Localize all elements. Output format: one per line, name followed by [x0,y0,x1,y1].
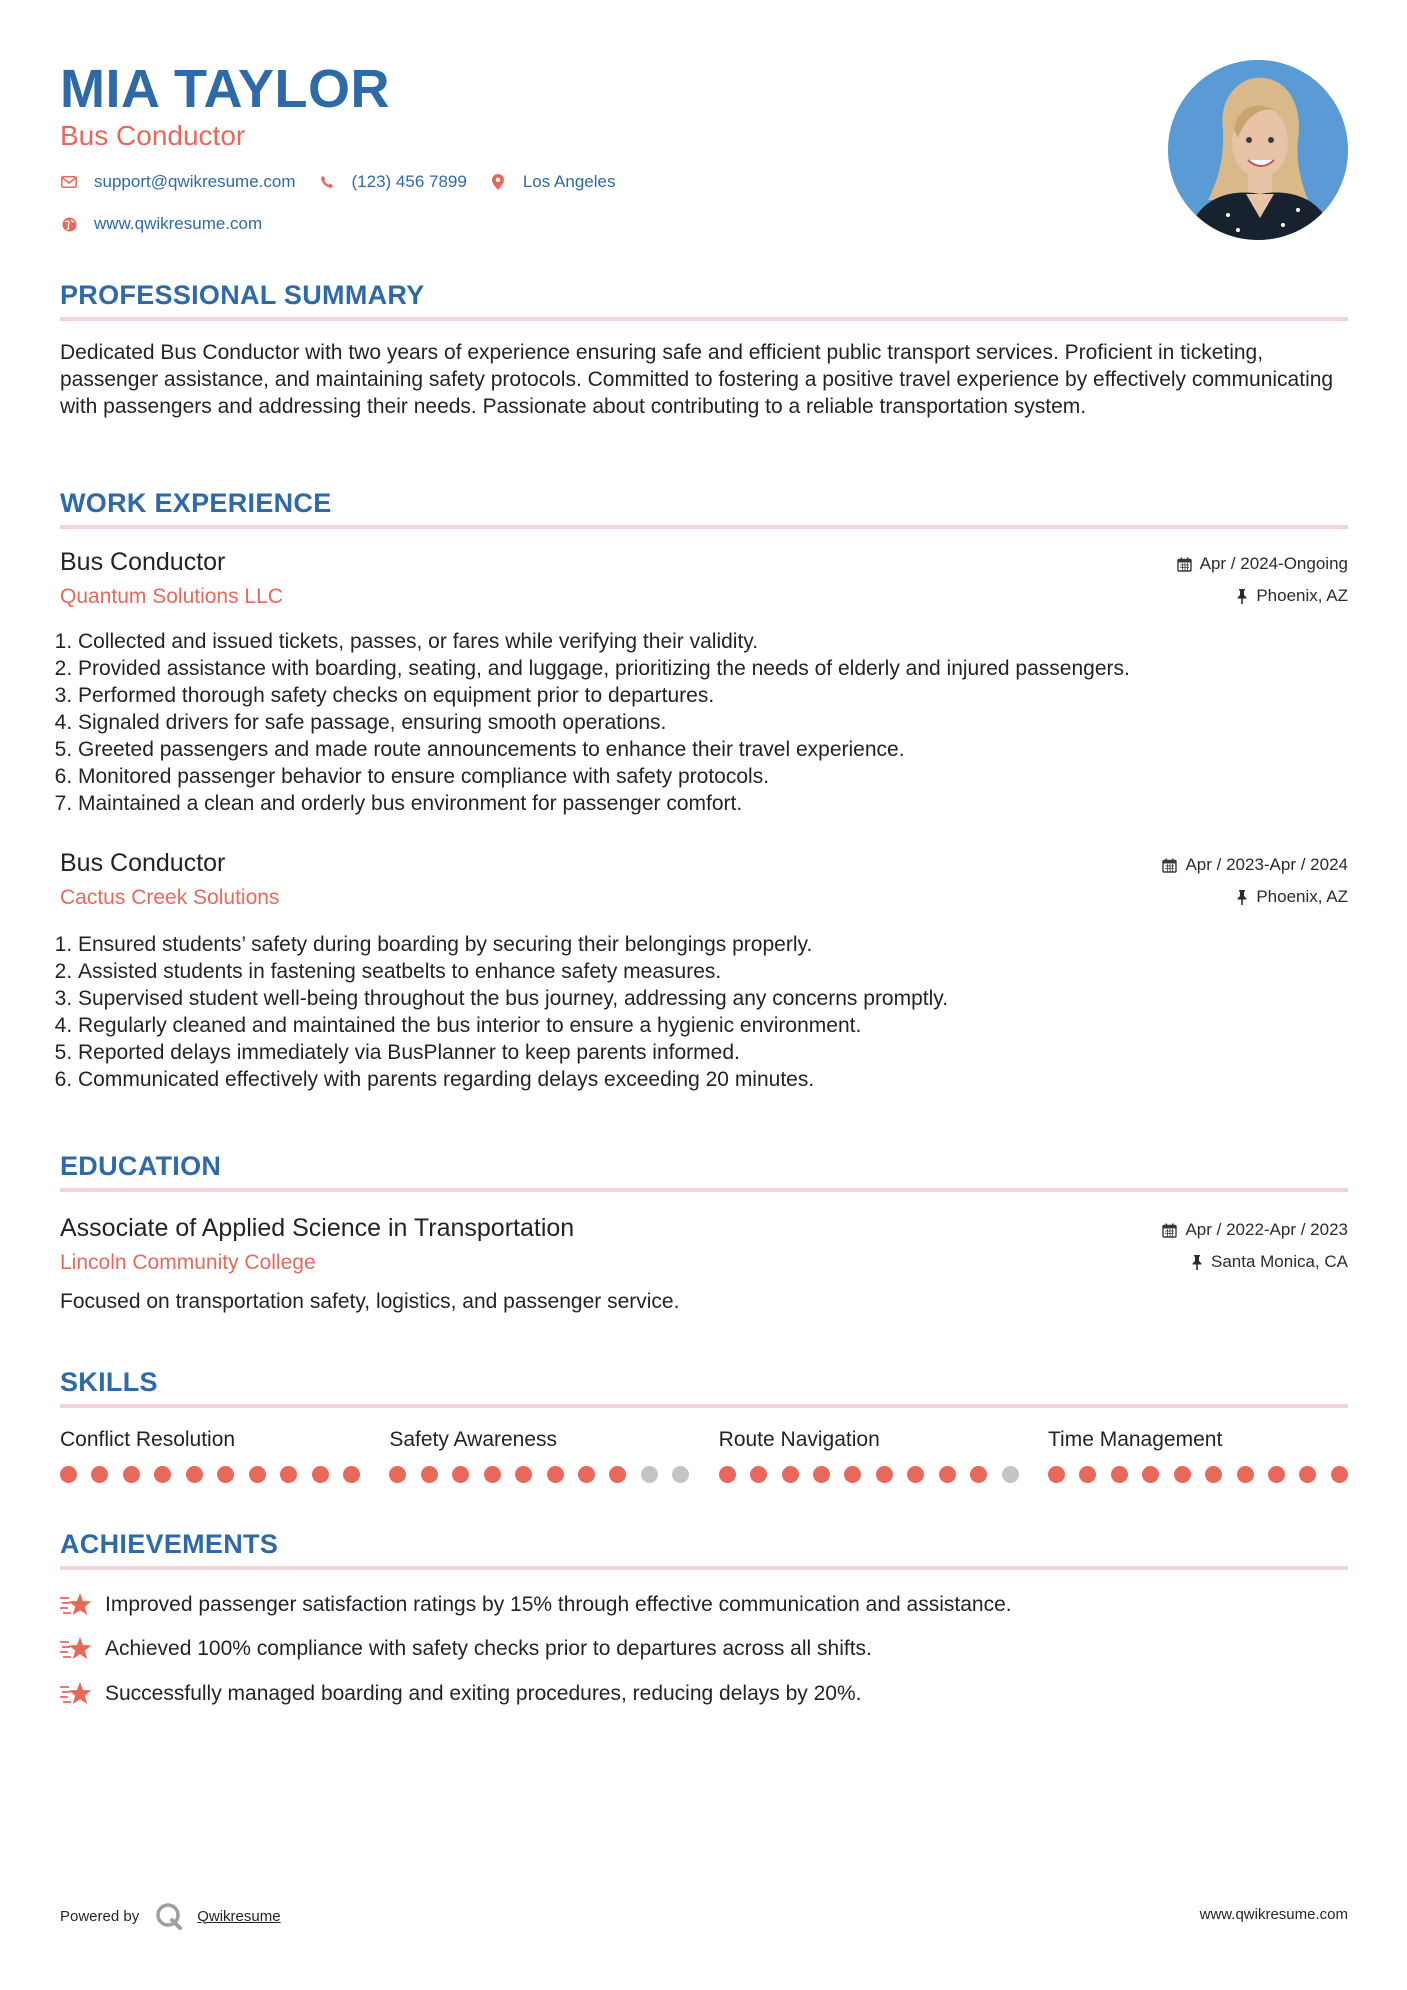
achievements-section [60,1529,1348,1570]
skill-rating [719,1466,1019,1483]
skill-name: Conflict Resolution [60,1428,236,1451]
rating-dot-filled [389,1466,406,1483]
experience-heading: WORK EXPERIENCE [60,488,332,518]
list-item: 5. Greeted passengers and made route announcements to enhance their travel experience. [78,736,1130,763]
list-item: 7. Maintained a clean and orderly bus environment for passenger comfort. [78,790,1130,817]
candidate-name: MIA TAYLOR [60,59,391,119]
skill-item [60,1428,360,1483]
job-location [1236,586,1348,606]
list-item: 2. Provided assistance with boarding, seating, and luggage, prioritizing the needs of elderly and injured passengers. [78,655,1130,682]
phone-icon [318,173,336,191]
education-section [60,1151,1348,1192]
list-item: 2. Assisted students in fastening seatbelts to enhance safety measures. [78,958,948,985]
candidate-title: Bus Conductor [60,120,246,151]
rating-dot-filled [1268,1466,1285,1483]
rating-dot-filled [1205,1466,1222,1483]
skill-item [719,1428,1019,1483]
skill-item [1048,1428,1348,1483]
powered-by-label: Powered by [60,1907,140,1925]
section-divider [60,317,1348,321]
education-description: Focused on transportation safety, logistics, and passenger service. [60,1290,680,1313]
map-pin-icon [489,173,507,191]
rating-dot-filled [782,1466,799,1483]
skill-item [389,1428,689,1483]
list-item: 5. Reported delays immediately via BusPlanner to keep parents informed. [78,1039,948,1066]
rating-dot-filled [217,1466,234,1483]
rating-dot-filled [813,1466,830,1483]
globe-icon [60,215,78,233]
list-item: 6. Monitored passenger behavior to ensure compliance with safety protocols. [78,763,1130,790]
location-text: Los Angeles [522,172,616,191]
email-item[interactable] [60,172,296,192]
rating-dot-filled [154,1466,171,1483]
rating-dot-filled [1111,1466,1128,1483]
calendar-icon [1162,858,1177,873]
phone-text[interactable]: (123) 456 7899 [351,172,467,191]
qwikresume-link[interactable]: Qwikresume [197,1907,281,1925]
pin-icon [1191,1255,1203,1270]
achievement-text: Achieved 100% compliance with safety checks prior to departures across all shifts. [105,1637,872,1660]
skill-name: Safety Awareness [389,1428,558,1451]
list-item: 3. Performed thorough safety checks on equipment prior to departures. [78,682,1130,709]
skill-name: Time Management [1047,1428,1223,1451]
rating-dot-filled [750,1466,767,1483]
skills-list [60,1428,1348,1483]
rating-dot-filled [249,1466,266,1483]
summary-heading: PROFESSIONAL SUMMARY [60,280,425,310]
job-company: Quantum Solutions LLC [60,585,283,608]
job-location-text: Phoenix, AZ [1256,586,1348,605]
rating-dot-filled [1174,1466,1191,1483]
qwikresume-logo-icon [155,1902,183,1930]
list-item: 1. Collected and issued tickets, passes, or fares while verifying their validity. [78,628,1130,655]
education-heading: EDUCATION [60,1151,222,1181]
job-dates-text: Apr / 2023-Apr / 2024 [1185,855,1348,874]
summary-section [60,280,1348,420]
job-title: Bus Conductor [60,548,226,576]
rating-dot-filled [939,1466,956,1483]
rating-dot-filled [1142,1466,1159,1483]
achievement-text: Improved passenger satisfaction ratings by 15% through effective communication and assistance. [105,1593,1012,1616]
profile-photo [1168,60,1348,240]
list-item: 6. Communicated effectively with parents regarding delays exceeding 20 minutes. [78,1066,948,1093]
rating-dot-filled [1048,1466,1065,1483]
list-item: 1. Ensured students’ safety during boarding by securing their belongings properly. [78,931,948,958]
section-divider [60,1566,1348,1570]
list-item: 4. Regularly cleaned and maintained the bus interior to ensure a hygienic environment. [78,1012,948,1039]
school-name: Lincoln Community College [60,1251,316,1274]
location-item [489,172,616,192]
degree-title: Associate of Applied Science in Transportation [60,1214,575,1242]
star-icon [60,1681,94,1707]
rating-dot-filled [844,1466,861,1483]
calendar-icon [1162,1223,1177,1238]
rating-dot-filled [60,1466,77,1483]
pin-icon [1236,890,1248,905]
section-divider [60,1188,1348,1192]
summary-text: Dedicated Bus Conductor with two years of experience ensuring safe and efficient public transport services. Proficient in ticketing, passenger assistance, and maintaining safety protocols. Committed to fostering a positive travel experience by effectively communicating with passengers and addressing their needs. Passionate about contributing to a reliable transportation system. [60,341,1334,418]
education-location [1191,1252,1348,1272]
rating-dot-filled [547,1466,564,1483]
pin-icon [1236,589,1248,604]
achievement-text: Successfully managed boarding and exiting procedures, reducing delays by 20%. [105,1682,862,1705]
job-responsibilities [60,931,948,1093]
job-location [1236,887,1348,907]
website-item[interactable] [60,214,262,234]
rating-dot-filled [876,1466,893,1483]
star-icon [60,1592,94,1618]
rating-dot-filled [280,1466,297,1483]
footer-website[interactable]: www.qwikresume.com [1199,1906,1348,1923]
rating-dot-filled [1237,1466,1254,1483]
phone-item[interactable] [318,172,467,192]
experience-section [60,488,1348,529]
rating-dot-empty [672,1466,689,1483]
section-divider [60,525,1348,529]
section-divider [60,1404,1348,1408]
rating-dot-filled [484,1466,501,1483]
list-item: 4. Signaled drivers for safe passage, ensuring smooth operations. [78,709,1130,736]
job-dates-text: Apr / 2024-Ongoing [1199,554,1348,573]
mail-icon [60,173,78,191]
skill-rating [60,1466,360,1483]
achievement-item [60,1636,872,1662]
rating-dot-filled [1299,1466,1316,1483]
skills-heading: SKILLS [60,1367,158,1397]
rating-dot-filled [186,1466,203,1483]
skills-section [60,1367,1348,1408]
skill-rating [1048,1466,1348,1483]
footer-powered-by [60,1902,281,1930]
skill-rating [389,1466,689,1483]
rating-dot-filled [609,1466,626,1483]
job-location-text: Phoenix, AZ [1256,887,1348,906]
rating-dot-filled [719,1466,736,1483]
calendar-icon [1177,557,1192,572]
rating-dot-filled [1331,1466,1348,1483]
education-location-text: Santa Monica, CA [1210,1252,1348,1271]
rating-dot-filled [970,1466,987,1483]
star-icon [60,1636,94,1662]
rating-dot-filled [452,1466,469,1483]
list-item: 3. Supervised student well-being throughout the bus journey, addressing any concerns promptly. [78,985,948,1012]
education-dates [1162,1220,1348,1240]
rating-dot-empty [641,1466,658,1483]
job-company: Cactus Creek Solutions [60,886,280,909]
rating-dot-filled [123,1466,140,1483]
rating-dot-filled [421,1466,438,1483]
job-dates [1177,554,1348,574]
website-text[interactable]: www.qwikresume.com [94,214,263,233]
job-dates [1162,855,1348,875]
website-row [60,214,284,234]
achievement-item [60,1681,861,1707]
rating-dot-filled [578,1466,595,1483]
rating-dot-filled [343,1466,360,1483]
rating-dot-filled [312,1466,329,1483]
job-title: Bus Conductor [60,849,226,877]
rating-dot-filled [907,1466,924,1483]
education-dates-text: Apr / 2022-Apr / 2023 [1185,1220,1348,1239]
job-responsibilities [60,628,1130,817]
rating-dot-empty [1002,1466,1019,1483]
rating-dot-filled [515,1466,532,1483]
email-text[interactable]: support@qwikresume.com [94,172,296,191]
achievement-item [60,1592,1012,1618]
achievements-heading: ACHIEVEMENTS [60,1529,279,1559]
rating-dot-filled [91,1466,108,1483]
rating-dot-filled [1079,1466,1096,1483]
contact-row [60,172,637,192]
skill-name: Route Navigation [718,1428,880,1451]
